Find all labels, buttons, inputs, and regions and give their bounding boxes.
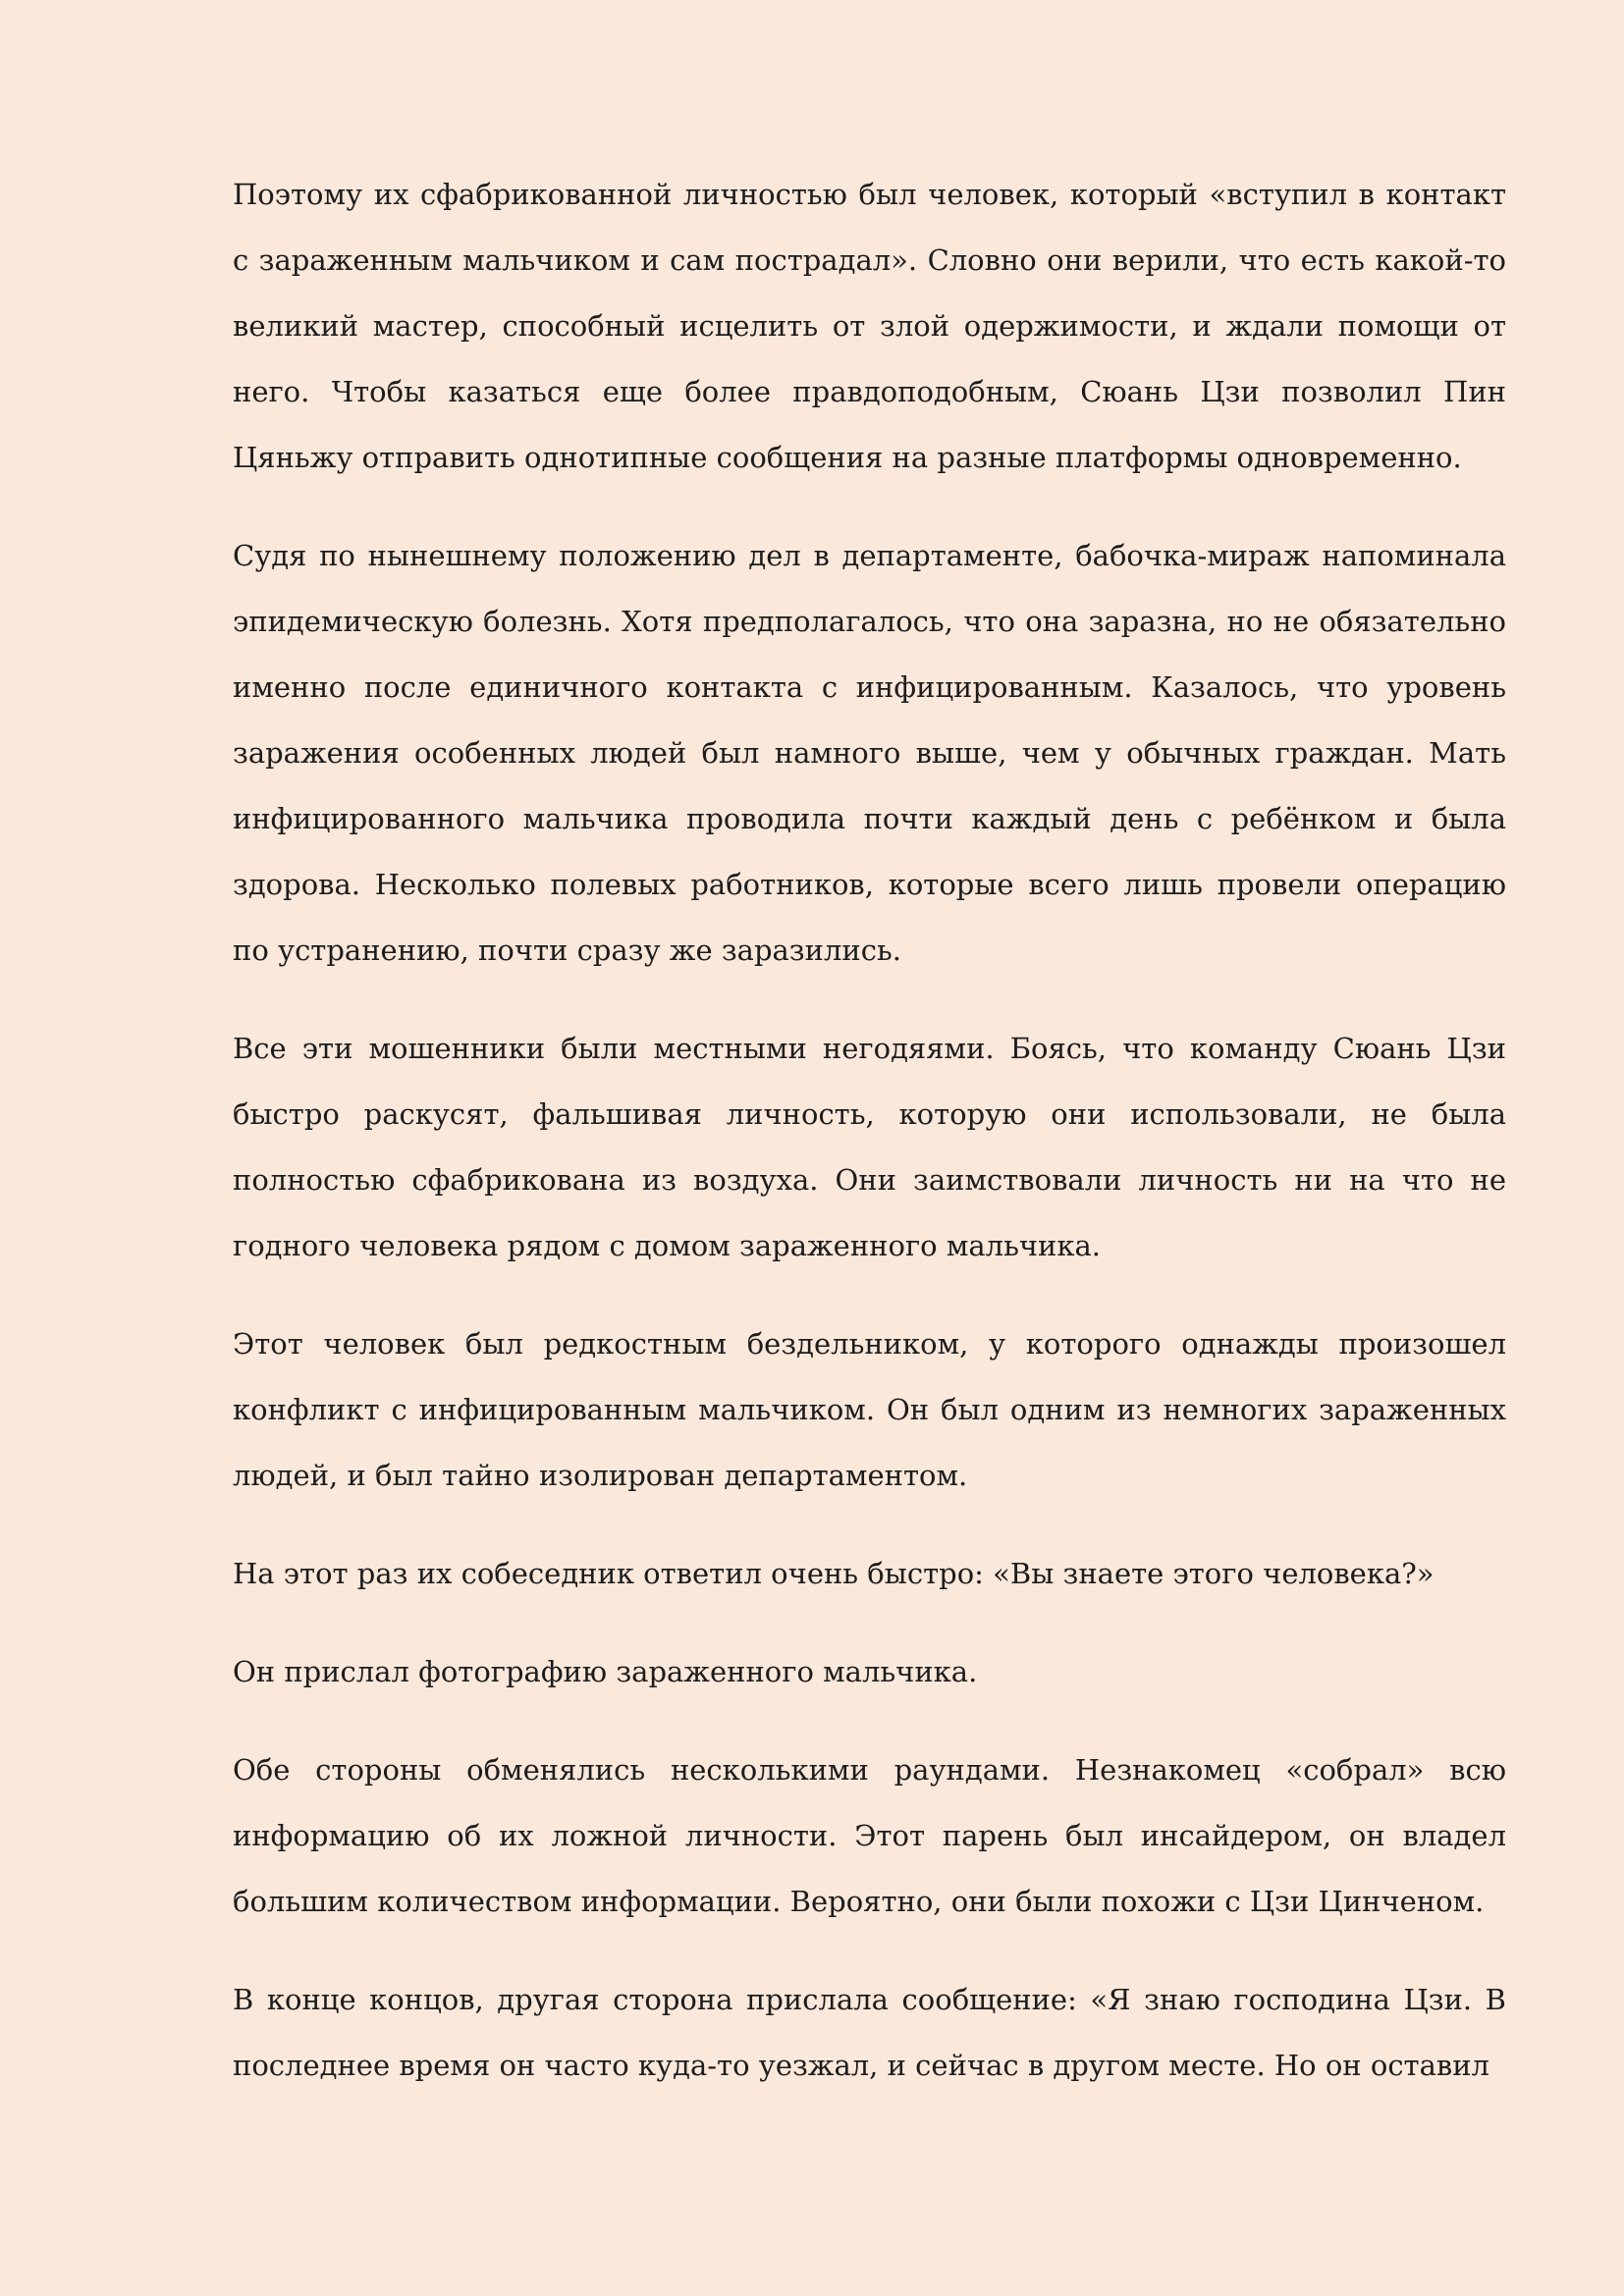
paragraph-5: На этот раз их собеседник ответил очень быстро: «Вы знаете этого человека?» xyxy=(233,1557,1435,1590)
paragraph-6: Он прислал фотографию зараженного мальчика. xyxy=(233,1655,978,1688)
paragraph-2: Судя по нынешнему положению дел в департаменте, бабочка-мираж напоминала эпидемическую болезнь. Хотя предполагалось, что она заразна, но не обязательно именно после единичного контакта с инфицированным. Казалось, что уровень заражения особенных людей был намного выше, чем у обычных граждан. Мать инфицированного мальчика проводила почти каждый день с ребёнком и была здорова. Несколько полевых работников, которые всего лишь провели операцию по устранению, почти сразу же заразились. xyxy=(233,539,1506,967)
paragraph-8: В конце концов, другая сторона прислала сообщение: «Я знаю господина Цзи. В последнее время он часто куда-то уезжал, и сейчас в другом месте. Но он оставил xyxy=(233,1983,1506,2082)
paragraph-1: Поэтому их сфабрикованной личностью был человек, который «вступил в контакт с зараженным мальчиком и сам пострадал». Словно они верили, что есть какой-то великий мастер, способный исцелить от злой одержимости, и ждали помощи от него. Чтобы казаться еще более правдоподобным, Сюань Цзи позволил Пин Цяньжу отправить однотипные сообщения на разные платформы одновременно. xyxy=(233,178,1506,474)
document-body xyxy=(233,162,1506,2099)
paragraph-7: Обе стороны обменялись несколькими раундами. Незнакомец «собрал» всю информацию об их ложной личности. Этот парень был инсайдером, он владел большим количеством информации. Вероятно, они были похожи с Цзи Цинченом. xyxy=(233,1753,1506,1918)
paragraph-3: Все эти мошенники были местными негодяями. Боясь, что команду Сюань Цзи быстро раскусят, фальшивая личность, которую они использовали, не была полностью сфабрикована из воздуха. Они заимствовали личность ни на что не годного человека рядом с домом зараженного мальчика. xyxy=(233,1032,1506,1262)
paragraph-4: Этот человек был редкостным бездельником, у которого однажды произошел конфликт с инфицированным мальчиком. Он был одним из немногих зараженных людей, и был тайно изолирован департаментом. xyxy=(233,1327,1506,1492)
